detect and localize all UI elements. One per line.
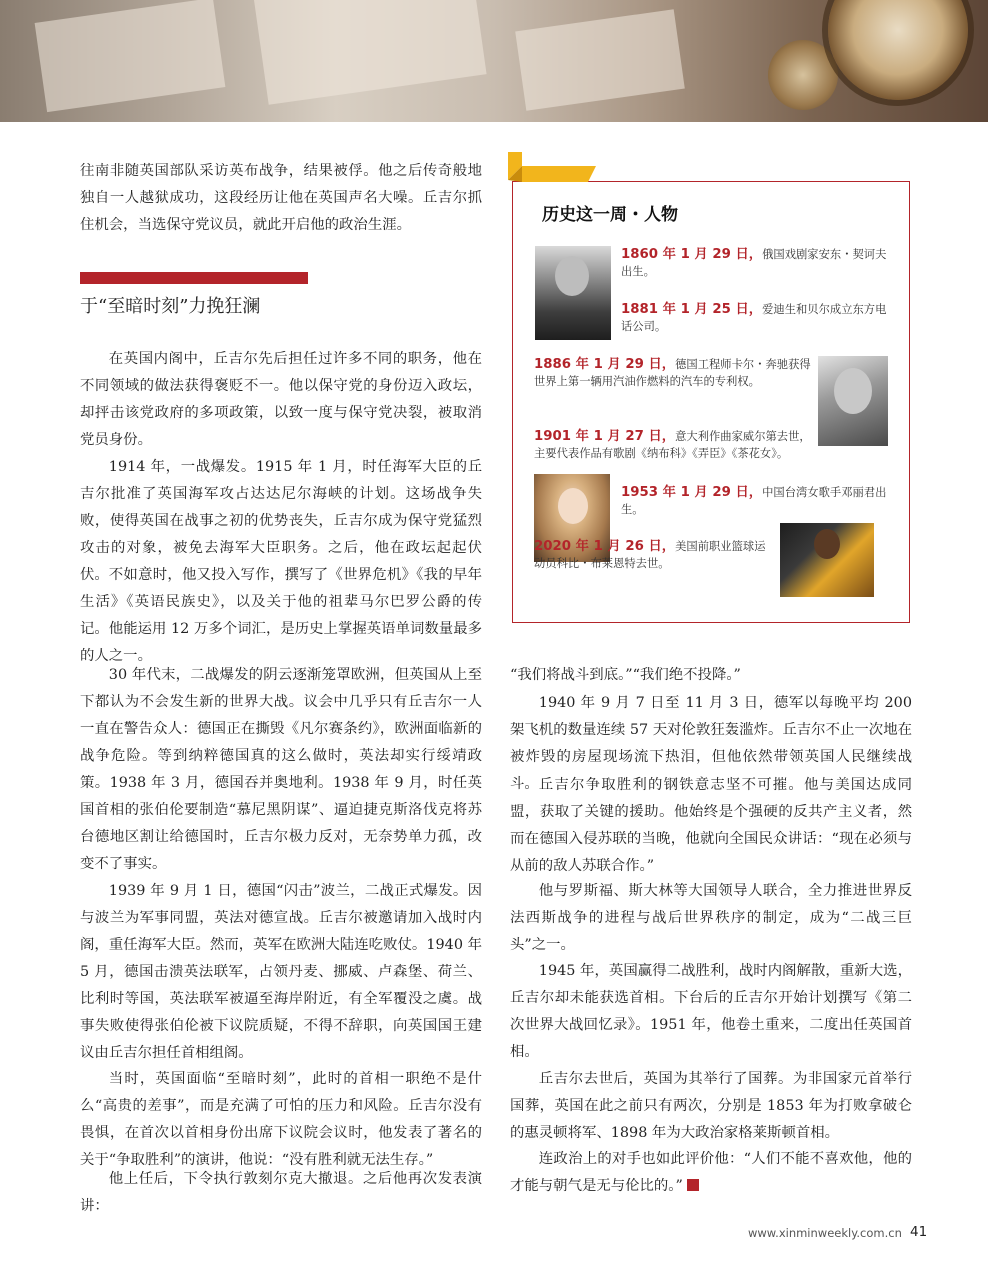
right-paragraph-1: “我们将战斗到底。”“我们绝不投降。” [510, 667, 741, 683]
intro-paragraph: 往南非随英国部队采访英布战争，结果被俘。他之后传奇般地独自一人越狱成功，这段经历让他在英国声名大噪。丘吉尔抓住机会，当选保守党议员，就此开启他的政治生涯。 [80, 163, 482, 233]
right-paragraph-4: 他与罗斯福、斯大林等大国领导人联合，全力推进世界反法西斯战争的进程与战后世界秩序的制定，成为“二战三巨头”之一。 [510, 883, 912, 953]
right-paragraph-3: 丘吉尔争取胜利的钢铁意志坚不可摧。他与美国达成同盟，获取了关键的援助。他始终是个强硬的反共产主义者，然而在德国入侵苏联的当晚，他就向全国民众讲话：“现在必须与从前的敌人苏联合作。” [510, 777, 912, 874]
sidebar-event-6: 2020 年 1 月 26 日，美国前职业篮球运动员科比・布莱恩特去世。 [534, 539, 766, 570]
sidebar-event-1: 1860 年 1 月 29 日，俄国戏剧家安东・契诃夫出生。 [621, 247, 887, 278]
section-heading: 于“至暗时刻”力挽狂澜 [80, 296, 261, 317]
closing-quote-text: 连政治上的对手也如此评价他：“人们不能不喜欢他，他的才能与朝气是无与伦比的。” [510, 1151, 912, 1194]
sidebar-event-4: 1901 年 1 月 27 日，意大利作曲家威尔第去世，主要代表作品有歌剧《纳布科》《弄臣》《茶花女》。 [534, 429, 811, 460]
chekhov-photo [535, 246, 611, 340]
body-paragraph-7: 他上任后，下令执行敦刻尔克大撤退。之后他再次发表演讲： [80, 1171, 482, 1214]
right-paragraph-6: 丘吉尔去世后，英国为其举行了国葬。为非国家元首举行国葬，英国在此之前只有两次，分别是 1853 年为打败拿破仑的惠灵顿将军、1898 年为大政治家格莱斯顿首相。 [510, 1071, 912, 1141]
right-paragraph-2: 1940 年 9 月 7 日至 11 月 3 日，德军以每晚平均 200 架飞机的数量连续 57 天对伦敦狂轰滥炸。丘吉尔不止一次地在被炸毁的房屋现场流下热泪，但他依然带领英国人民继续战斗。 [510, 695, 912, 792]
benz-photo [818, 356, 888, 446]
right-paragraph-5: 1945 年，英国赢得二战胜利，战时内阁解散，重新大选，丘吉尔却未能获选首相。下台后的丘吉尔开始计划撰写《第二次世界大战回忆录》。1951 年，他卷土重来，二度出任英国首相。 [510, 963, 912, 1060]
body-paragraph-6: 当时，英国面临“至暗时刻”，此时的首相一职绝不是什么“高贵的差事”，而是充满了可怕的压力和风险。丘吉尔没有畏惧，在首次以首相身份出席下议院会议时，他发表了著名的关于“争取胜利”的演讲，他说：“没有胜利就无法生存。” [80, 1071, 482, 1168]
section-heading-bar [80, 272, 308, 284]
kobe-bryant-photo [780, 523, 874, 597]
body-paragraph-1: 在英国内阁中，丘吉尔先后担任过许多不同的职务，他在不同领域的做法获得褒贬不一。他以保守党的身份迈入政坛，却抨击该党政府的多项政策，以致一度与保守党决裂，被取消党员身份。 [80, 351, 482, 448]
end-mark-icon [687, 1179, 699, 1191]
right-paragraph-7 [510, 1146, 912, 1200]
footer-url[interactable]: www.xinminweekly.com.cn [748, 1226, 902, 1240]
sidebar-title: 历史这一周・人物 [542, 205, 678, 225]
body-paragraph-5: 1939 年 9 月 1 日，德国“闪击”波兰，二战正式爆发。因与波兰为军事同盟，英法对德宣战。丘吉尔被邀请加入战时内阁，重任海军大臣。然而，英军在欧洲大陆连吃败仗。1940 年 5 月，德国击溃英法联军，占领丹麦、挪威、卢森堡、荷兰、比利时等国，英法联军被逼至海岸附近，有全军覆没之虞。战事失败使得张伯伦被下议院质疑，不得不辞职，向英国国王建议由丘吉尔担任首相组阁。 [80, 883, 482, 1061]
sidebar-event-2: 1881 年 1 月 25 日，爱迪生和贝尔成立东方电话公司。 [621, 302, 887, 333]
sidebar-event-3: 1886 年 1 月 29 日，德国工程师卡尔・奔驰获得世界上第一辆用汽油作燃料的汽车的专利权。 [534, 357, 811, 388]
body-paragraph-2: 1914 年，一战爆发。1915 年 1 月，时任海军大臣的丘吉尔批准了英国海军攻占达达尼尔海峡的计划。这场战争失败，使得英国在战事之初的优势丧失，丘吉尔成为保守党猛烈攻击的对象，被免去海军大臣职务。之后，他在政坛起起伏伏。 [80, 459, 482, 583]
sidebar-event-5: 1953 年 1 月 29 日，中国台湾女歌手邓丽君出生。 [621, 485, 887, 516]
header-banner-image [0, 0, 988, 122]
ribbon-decoration [508, 152, 596, 198]
body-paragraph-3: 不如意时，他又投入写作，撰写了《世界危机》《我的早年生活》《英语民族史》，以及关于他的祖辈马尔巴罗公爵的传记。他能运用 12 万多个词汇，是历史上掌握英语单词数量最多的人之一。 [80, 567, 482, 664]
body-paragraph-4: 30 年代末，二战爆发的阴云逐渐笼罩欧洲，但英国从上至下都认为不会发生新的世界大战。议会中几乎只有丘吉尔一人一直在警告众人：德国正在撕毁《凡尔赛条约》，欧洲面临新的战争危险。等到纳粹德国真的这么做时，英法却实行绥靖政策。1938 年 3 月，德国吞并奥地利。1938 年 9 月，时任英国首相的张伯伦要制造“慕尼黑阴谋”、逼迫捷克斯洛伐克将苏台德地区割让给德国时，丘吉尔极力反对，无奈势单力孤，改变不了事实。 [80, 667, 482, 872]
page-number: 41 [910, 1224, 928, 1240]
